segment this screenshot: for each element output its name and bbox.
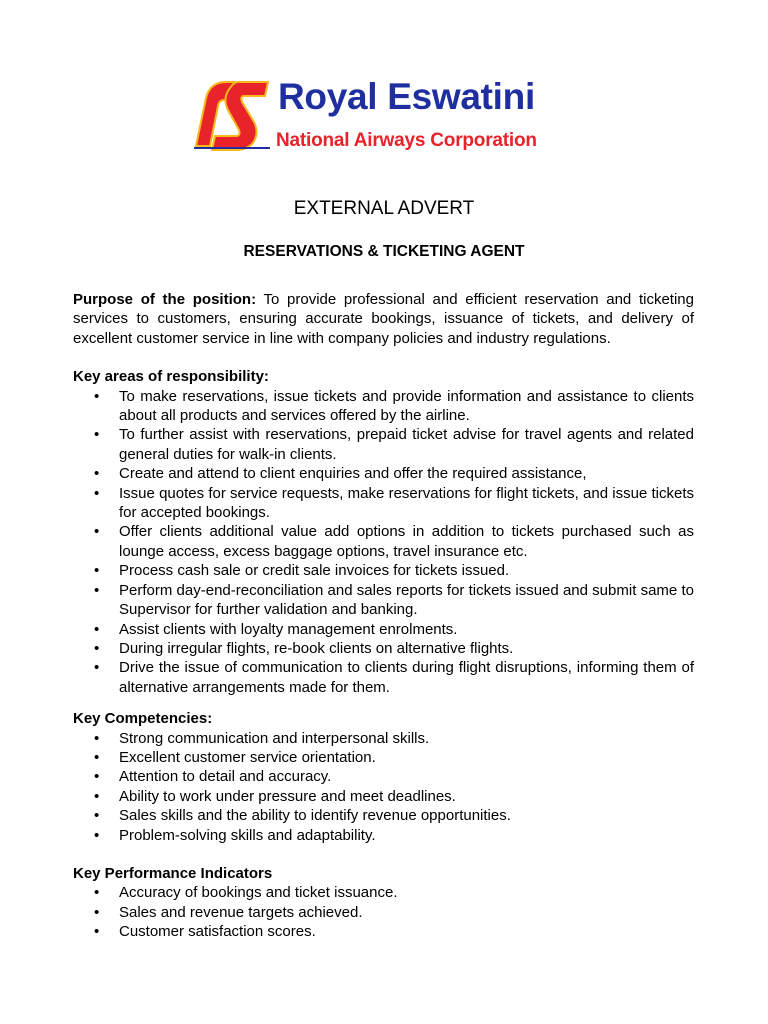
competencies-list	[73, 729, 694, 845]
bullet-icon: •	[94, 826, 100, 844]
bullet-icon: •	[94, 807, 100, 825]
bullet-icon: •	[94, 748, 100, 766]
list-item: • To make reservations, issue tickets and provide information and assistance to clients about all products and services offered by the airline.	[94, 387, 694, 425]
list-item: • Accuracy of bookings and ticket issuance.	[94, 884, 398, 902]
bullet-icon: •	[94, 787, 100, 805]
list-item: • Problem-solving skills and adaptability.	[94, 826, 376, 844]
company-logo	[186, 74, 586, 164]
list-item: • During irregular flights, re-book clients on alternative flights.	[94, 639, 514, 657]
bullet-icon: •	[94, 465, 100, 483]
section-responsibilities	[73, 367, 694, 697]
bullet-icon: •	[94, 620, 100, 638]
list-item: • Customer satisfaction scores.	[94, 923, 316, 941]
logo-subtitle: National Airways Corporation	[276, 130, 537, 151]
bullet-icon: •	[94, 523, 100, 541]
bullet-icon: •	[94, 581, 100, 599]
list-item: • Sales skills and the ability to identify revenue opportunities.	[94, 807, 511, 825]
list-item: • Assist clients with loyalty management enrolments.	[94, 620, 458, 638]
purpose-label: Purpose of the position:	[73, 291, 257, 308]
airline-logo-mark-icon	[186, 76, 272, 152]
bullet-icon: •	[94, 426, 100, 444]
list-item: • Create and attend to client enquiries and offer the required assistance,	[94, 465, 587, 483]
section-title: Key areas of responsibility:	[73, 368, 269, 386]
section-title: Key Competencies:	[73, 710, 213, 728]
bullet-icon: •	[94, 923, 100, 941]
logo-name: Royal Eswatini	[278, 76, 535, 117]
responsibilities-list	[73, 387, 694, 698]
purpose-text: To provide professional and efficient reservation and ticketing services to customers, ensuring accurate bookings, issuance of tickets, and delivery of excellent customer service in line with company policies and industry regulations.	[73, 291, 694, 347]
list-item: • Attention to detail and accuracy.	[94, 768, 332, 786]
position-title: RESERVATIONS & TICKETING AGENT	[243, 243, 525, 260]
list-item: • Issue quotes for service requests, make reservations for flight tickets, and issue tickets for accepted bookings.	[94, 484, 694, 522]
bullet-icon: •	[94, 639, 100, 657]
bullet-icon: •	[94, 768, 100, 786]
bullet-icon: •	[94, 562, 100, 580]
page-title: EXTERNAL ADVERT	[293, 198, 475, 219]
list-item: • Offer clients additional value add options in addition to tickets purchased such as lounge access, excess baggage options, travel insurance etc.	[94, 523, 694, 560]
list-item: • Strong communication and interpersonal skills.	[94, 729, 430, 747]
bullet-icon: •	[94, 729, 100, 747]
list-item: • Excellent customer service orientation.	[94, 748, 376, 766]
section-title: Key Performance Indicators	[73, 864, 273, 882]
purpose-paragraph	[73, 290, 694, 348]
list-item: • Ability to work under pressure and meet deadlines.	[94, 787, 456, 805]
section-kpis	[73, 864, 694, 942]
list-item: • To further assist with reservations, prepaid ticket advise for travel agents and related general duties for walk-in clients.	[94, 426, 694, 463]
list-item: • Process cash sale or credit sale invoices for tickets issued.	[94, 562, 510, 580]
bullet-icon: •	[94, 884, 100, 902]
bullet-icon: •	[94, 659, 100, 677]
bullet-icon: •	[94, 484, 100, 502]
list-item: • Drive the issue of communication to clients during flight disruptions, informing them of alternative arrangements made for them.	[94, 659, 694, 696]
list-item: • Perform day-end-reconciliation and sales reports for tickets issued and submit same to Supervisor for further validation and banking.	[94, 581, 694, 619]
section-competencies	[73, 709, 694, 845]
list-item: • Sales and revenue targets achieved.	[94, 903, 363, 921]
kpi-list	[73, 883, 694, 941]
bullet-icon: •	[94, 387, 100, 405]
document-body	[73, 290, 694, 942]
bullet-icon: •	[94, 903, 100, 921]
